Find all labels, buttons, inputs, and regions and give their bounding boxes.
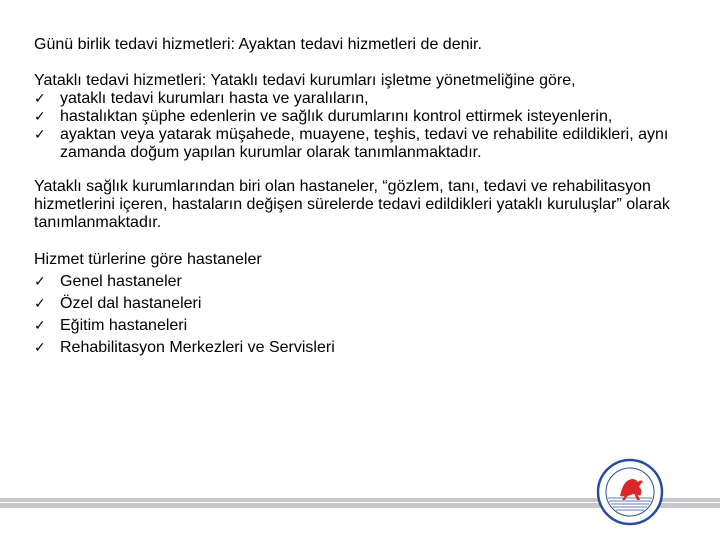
list-item: ✓ hastalıktan şüphe edenlerin ve sağlık durumlarını kontrol ettirmek isteyenlerin, [34,108,613,125]
list-item: ✓ ayaktan veya yatarak müşahede, muayene, teşhis, tedavi ve rehabilite edildikleri, aynı zamanda doğum yapılan kurumlar olarak tanımlanmaktadır. [34,126,669,161]
list-item: ✓ Rehabilitasyon Merkezleri ve Servisleri [34,339,335,356]
list-item: ✓ Eğitim hastaneleri [34,317,188,334]
university-logo-icon [596,458,664,526]
check-icon: ✓ [34,109,46,125]
hospital-types-list [34,273,694,357]
inpatient-section [34,72,694,162]
list-item: ✓ Özel dal hastaneleri [34,295,202,312]
hospital-types-intro: Hizmet türlerine göre hastaneler [34,251,262,268]
check-icon: ✓ [34,340,46,356]
inpatient-list [34,90,694,162]
hospital-types-section [34,251,694,357]
check-icon: ✓ [34,318,46,334]
list-item: ✓ Genel hastaneler [34,273,182,290]
paragraph-day-treatment: Günü birlik tedavi hizmetleri: Ayaktan tedavi hizmetleri de denir. [34,36,482,53]
check-icon: ✓ [34,296,46,312]
inpatient-intro: Yataklı tedavi hizmetleri: Yataklı tedavi kurumları işletme yönetmeliğine göre, [34,72,576,89]
slide-content [34,36,694,361]
check-icon: ✓ [34,274,46,290]
check-icon: ✓ [34,127,46,143]
list-item: ✓ yataklı tedavi kurumları hasta ve yaralıların, [34,90,369,107]
check-icon: ✓ [34,91,46,107]
paragraph-hospital-definition: Yataklı sağlık kurumlarından biri olan hastaneler, “gözlem, tanı, tedavi ve rehabilitasyon hizmetlerini içeren, hastaların değişen sürelerde tedavi edildikleri yataklı kuruluşlar” olarak tanımlanmaktadır. [34,178,670,231]
